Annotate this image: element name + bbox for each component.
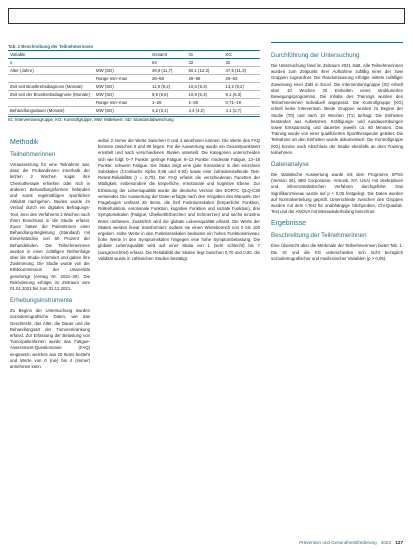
subheading-durchfuehrung: Durchführung der Untersuchung <box>271 52 360 59</box>
table-row <box>8 107 260 115</box>
journal-name: Prävention und Gesundheitsförderung <box>299 540 377 545</box>
cell: 4,4 (4,2) <box>187 107 224 115</box>
table-header-row <box>8 51 260 59</box>
cell <box>94 59 150 67</box>
cell: Zeit seit der Brustkrebsdiagnose (Monate) <box>8 91 94 99</box>
table-1 <box>8 44 260 123</box>
cell: 0,71–19 <box>223 99 260 107</box>
cell: Range min–max <box>94 75 150 83</box>
cell: 13,2 (9,2) <box>223 83 260 91</box>
section-rule <box>271 42 403 43</box>
cell <box>8 75 94 83</box>
page-header-box <box>8 8 405 24</box>
cell: 10,6 (9,3) <box>187 83 224 91</box>
table-row <box>8 83 260 91</box>
cell: 26–68 <box>150 75 187 83</box>
table-row <box>8 91 260 99</box>
cell: Alter (Jahre) <box>8 67 94 75</box>
col-header: IG <box>187 51 224 59</box>
cell: Range min–max <box>94 99 150 107</box>
paragraph: Zu Beginn der Untersuchung wurden soziodemografische Daten, wie das Geschlecht, das Alter, die Dauer und die Behandlungsart der Tumorerkrankung erfasst. Zur Erfassung der Belastung von Tumorpatientinnen wurde das Fatigue-Assessment-Questionnaire (FAQ) eingesetzt, welches aus 20 Items besteht und Werte von 0 (nie) bis 4 (immer) annehmen kann. <box>10 308 90 370</box>
paragraph: Voraussetzung für eine Teilnahme war, dass die Probandinnen innerhalb der letzten 2 Wochen sogar ihre Chemotherapie erhielten oder sich in anderen Behandlungsformen befanden und somit regelmäßigen sportlichen Aktivität nachgehen. Beides wurde im Verlauf durch ein digitales Befragungs-Tool, Sinn des Verfahrens 2 Wochen nach Ihren Einschluss in die Studie erfasst. Zuvor hatten die Patientinnen einer Behandlung-Begleitung (Standard) mit Einverständnis von 60 Prozent der Behandelnden. Die Teilnehmerinnen wurden in einer zufälligen Reihenfolge über die Studie informiert und gaben ihre Zustimmung. Die Studie wurde von der Ethikkommission der Universität genehmigt (Antrag Nr. 2021–30). Die Rekrutierung erfolgte im Zeitraum vom 01.01.2021 bis zum 31.12.2021. <box>10 162 90 292</box>
cell: MW (SD) <box>94 107 150 115</box>
table-row <box>8 99 260 107</box>
cell: 1–26 <box>150 99 187 107</box>
section-heading-methodik: Methodik <box>10 139 39 146</box>
cell: 1–26 <box>187 99 224 107</box>
cell: MW (SD) <box>94 67 150 75</box>
cell: MW (SD) <box>94 83 150 91</box>
column-left <box>10 138 90 374</box>
cell: n <box>8 59 94 67</box>
cell <box>8 99 94 107</box>
column-middle <box>98 138 260 266</box>
cell: 26–68 <box>187 75 224 83</box>
paragraph: Die Untersuchung fand im Zeitraum 2021 statt. Alle Teilnehmerinnen wurden zum Zeitpunkt ihrer Aufnahme zufällig einer der zwei Gruppen zugeordnet. Die Randomisierung erfolgte mittels zufälliger Zuweisung einer Zahl in Excel. Die Interventionsgruppe (IG) erhielt über 10 Wochen 20 Einheiten eines strukturierten Bewegungsprogramms. Die Inhalte des Trainings wurden den Teilnehmerinnen individuell angepasst. Die Kontrollgruppe (KG) erhielt keine Intervention. Beide Gruppen wurden zu Beginn der Studie (T0) und nach 10 Wochen (T1) befragt. Die Einheiten bestanden aus Aufwärmen, Kräftigungs- und Ausdauerübungen sowie Entspannung und dauerten jeweils ca. 60 Minuten. Das Training wurde von einer qualifizierten Sporttherapeutin geleitet. Die Teilnahme an den Einheiten wurde dokumentiert. Die Kontrollgruppe (KG) konnte nach Abschluss der Studie ebenfalls an dem Training teilnehmen. <box>271 63 403 155</box>
column-right <box>271 48 403 266</box>
subheading-teilnehmerinnen: Teilnehmerinnen <box>10 151 56 158</box>
cell: 26–63 <box>223 75 260 83</box>
cell: 50,1 (12,3) <box>187 67 224 75</box>
paragraph: Eine Übersicht über die Merkmale der Teilnehmerinnen bietet Tab. 1. Die IG und die KG unterschieden sich nicht bezüglich soziodemografischer und medizinischer Variablen (p > 0,05). <box>271 243 403 261</box>
col-header: Variable <box>8 51 94 59</box>
subheading-beschreibung: Beschreibung der Teilnehmerinnen <box>271 232 367 240</box>
cell: 4,1 (2,7) <box>223 107 260 115</box>
participants-table <box>8 51 260 115</box>
subheading-erhebungsinstrumente: Erhebungsinstrumente <box>10 297 73 305</box>
table-row <box>8 59 260 67</box>
cell: 4,2 (3,1) <box>150 107 187 115</box>
table-row <box>8 75 260 83</box>
paragraph: wobei 2 immer die Werte zwischen 0 und 4 annehmen können. Die Werte des FAQ konnten zwischen 0 und 80 liegen. Für die Auswertung wurde ein Gesamtpunktwert ermittelt und nach verschiedenen Skalen unterteilt. Die Kategorien unterscheiden sich wie folgt: 0–7 Punkte: geringe Fatigue; 8–12 Punkte: moderate Fatigue; 13–18 Punkte: schwere Fatigue. Die Skala zeigt eine gute Konsistenz in den einzelnen Subskalen (Cronbachs Alpha 0,89 und 0,92) sowie eine zufriedenstellende Test-Retest-Reliabilität (r = 0,79). Der FAQ erfasst die verschiedenen Facetten der Müdigkeit, insbesondere die körperliche, emotionale und kognitive Ebene. Zur Erfassung der Lebensqualität wurde die deutsche Version des EORTC QLQ-C30 verwendet. Die Auswertung der Daten erfolgte nach den Vorgaben des Manuals. Der Fragebogen umfasst 30 Items, die fünf Funktionsskalen (körperliche Funktion, Rollenfunktion, emotionale Funktion, kognitive Funktion und soziale Funktion), drei Symptomskalen (Fatigue, Übelkeit/Erbrechen und Schmerzen) und sechs einzelne Items umfassen. Zusätzlich wird die globale Lebensqualität erfasst. Die Werte der Skalen werden linear transformiert, sodass sie einen Wertebereich von 0 bis 100 ergeben. Hohe Werte in den Funktionsskalen bedeuten ein hohes Funktionsniveau; hohe Werte in den Symptomskalen hingegen eine hohe Symptombelastung. Die globale Lebensqualität wird auf einer Skala von 1 (sehr schlecht) bis 7 (ausgezeichnet) erfasst. Die Reliabilität der Skalen liegt zwischen 0,70 und 0,90, die Validität wurde in zahlreichen Studien bestätigt. <box>98 138 260 261</box>
col-header <box>94 51 150 59</box>
cell: 64 <box>150 59 187 67</box>
table-title: Tab. 1 Beschreibung der Teilnehmerinnen <box>8 44 260 51</box>
cell: 47,5 (11,3) <box>223 67 260 75</box>
cell: 10,8 (6,3) <box>187 91 224 99</box>
col-header: KG <box>223 51 260 59</box>
paragraph: Die statistische Auswertung wurde mit dem Programm SPSS (Version 26), IBM Corporation, Armonk, NY, USA) mit deskriptiven und inferenzstatistischen Verfahren durchgeführt. Das Signifikanzniveau wurde auf p < 0,05 festgelegt. Die Daten wurden auf Normalverteilung geprüft. Unterschiede zwischen den Gruppen wurden mit dem t-Test für unabhängige Stichproben, Chi-Quadrat-Test und der ANOVA mit Messwiederholung berechnet. <box>271 172 403 215</box>
cell: 9,1 (6,3) <box>223 91 260 99</box>
subheading-datenanalyse: Datenanalyse <box>271 161 309 169</box>
page-number: 127 <box>395 540 403 545</box>
cell: 32 <box>223 59 260 67</box>
journal-year: 2023 <box>380 540 392 545</box>
cell: Behandlungsdauer (Monate) <box>8 107 94 115</box>
cell: 49,9 (11,7) <box>150 67 187 75</box>
table-row <box>8 67 260 75</box>
cell: 11,9 (9,2) <box>150 83 187 91</box>
cell: 32 <box>187 59 224 67</box>
section-heading-ergebnisse: Ergebnisse <box>271 220 307 228</box>
col-header: Gesamt <box>150 51 187 59</box>
cell: MW (SD) <box>94 91 150 99</box>
page-footer: Prävention und Gesundheitsförderung · 2023 127 <box>299 540 403 545</box>
cell: Zeit seit Brustkrebsdiagnose (Monate) <box>8 83 94 91</box>
cell: 9,5 (6,6) <box>150 91 187 99</box>
table-note: IG: Interventionsgruppe; KG: Kontrollgruppe; MW: Mittelwert; SD: Standardabweichung <box>8 116 260 123</box>
